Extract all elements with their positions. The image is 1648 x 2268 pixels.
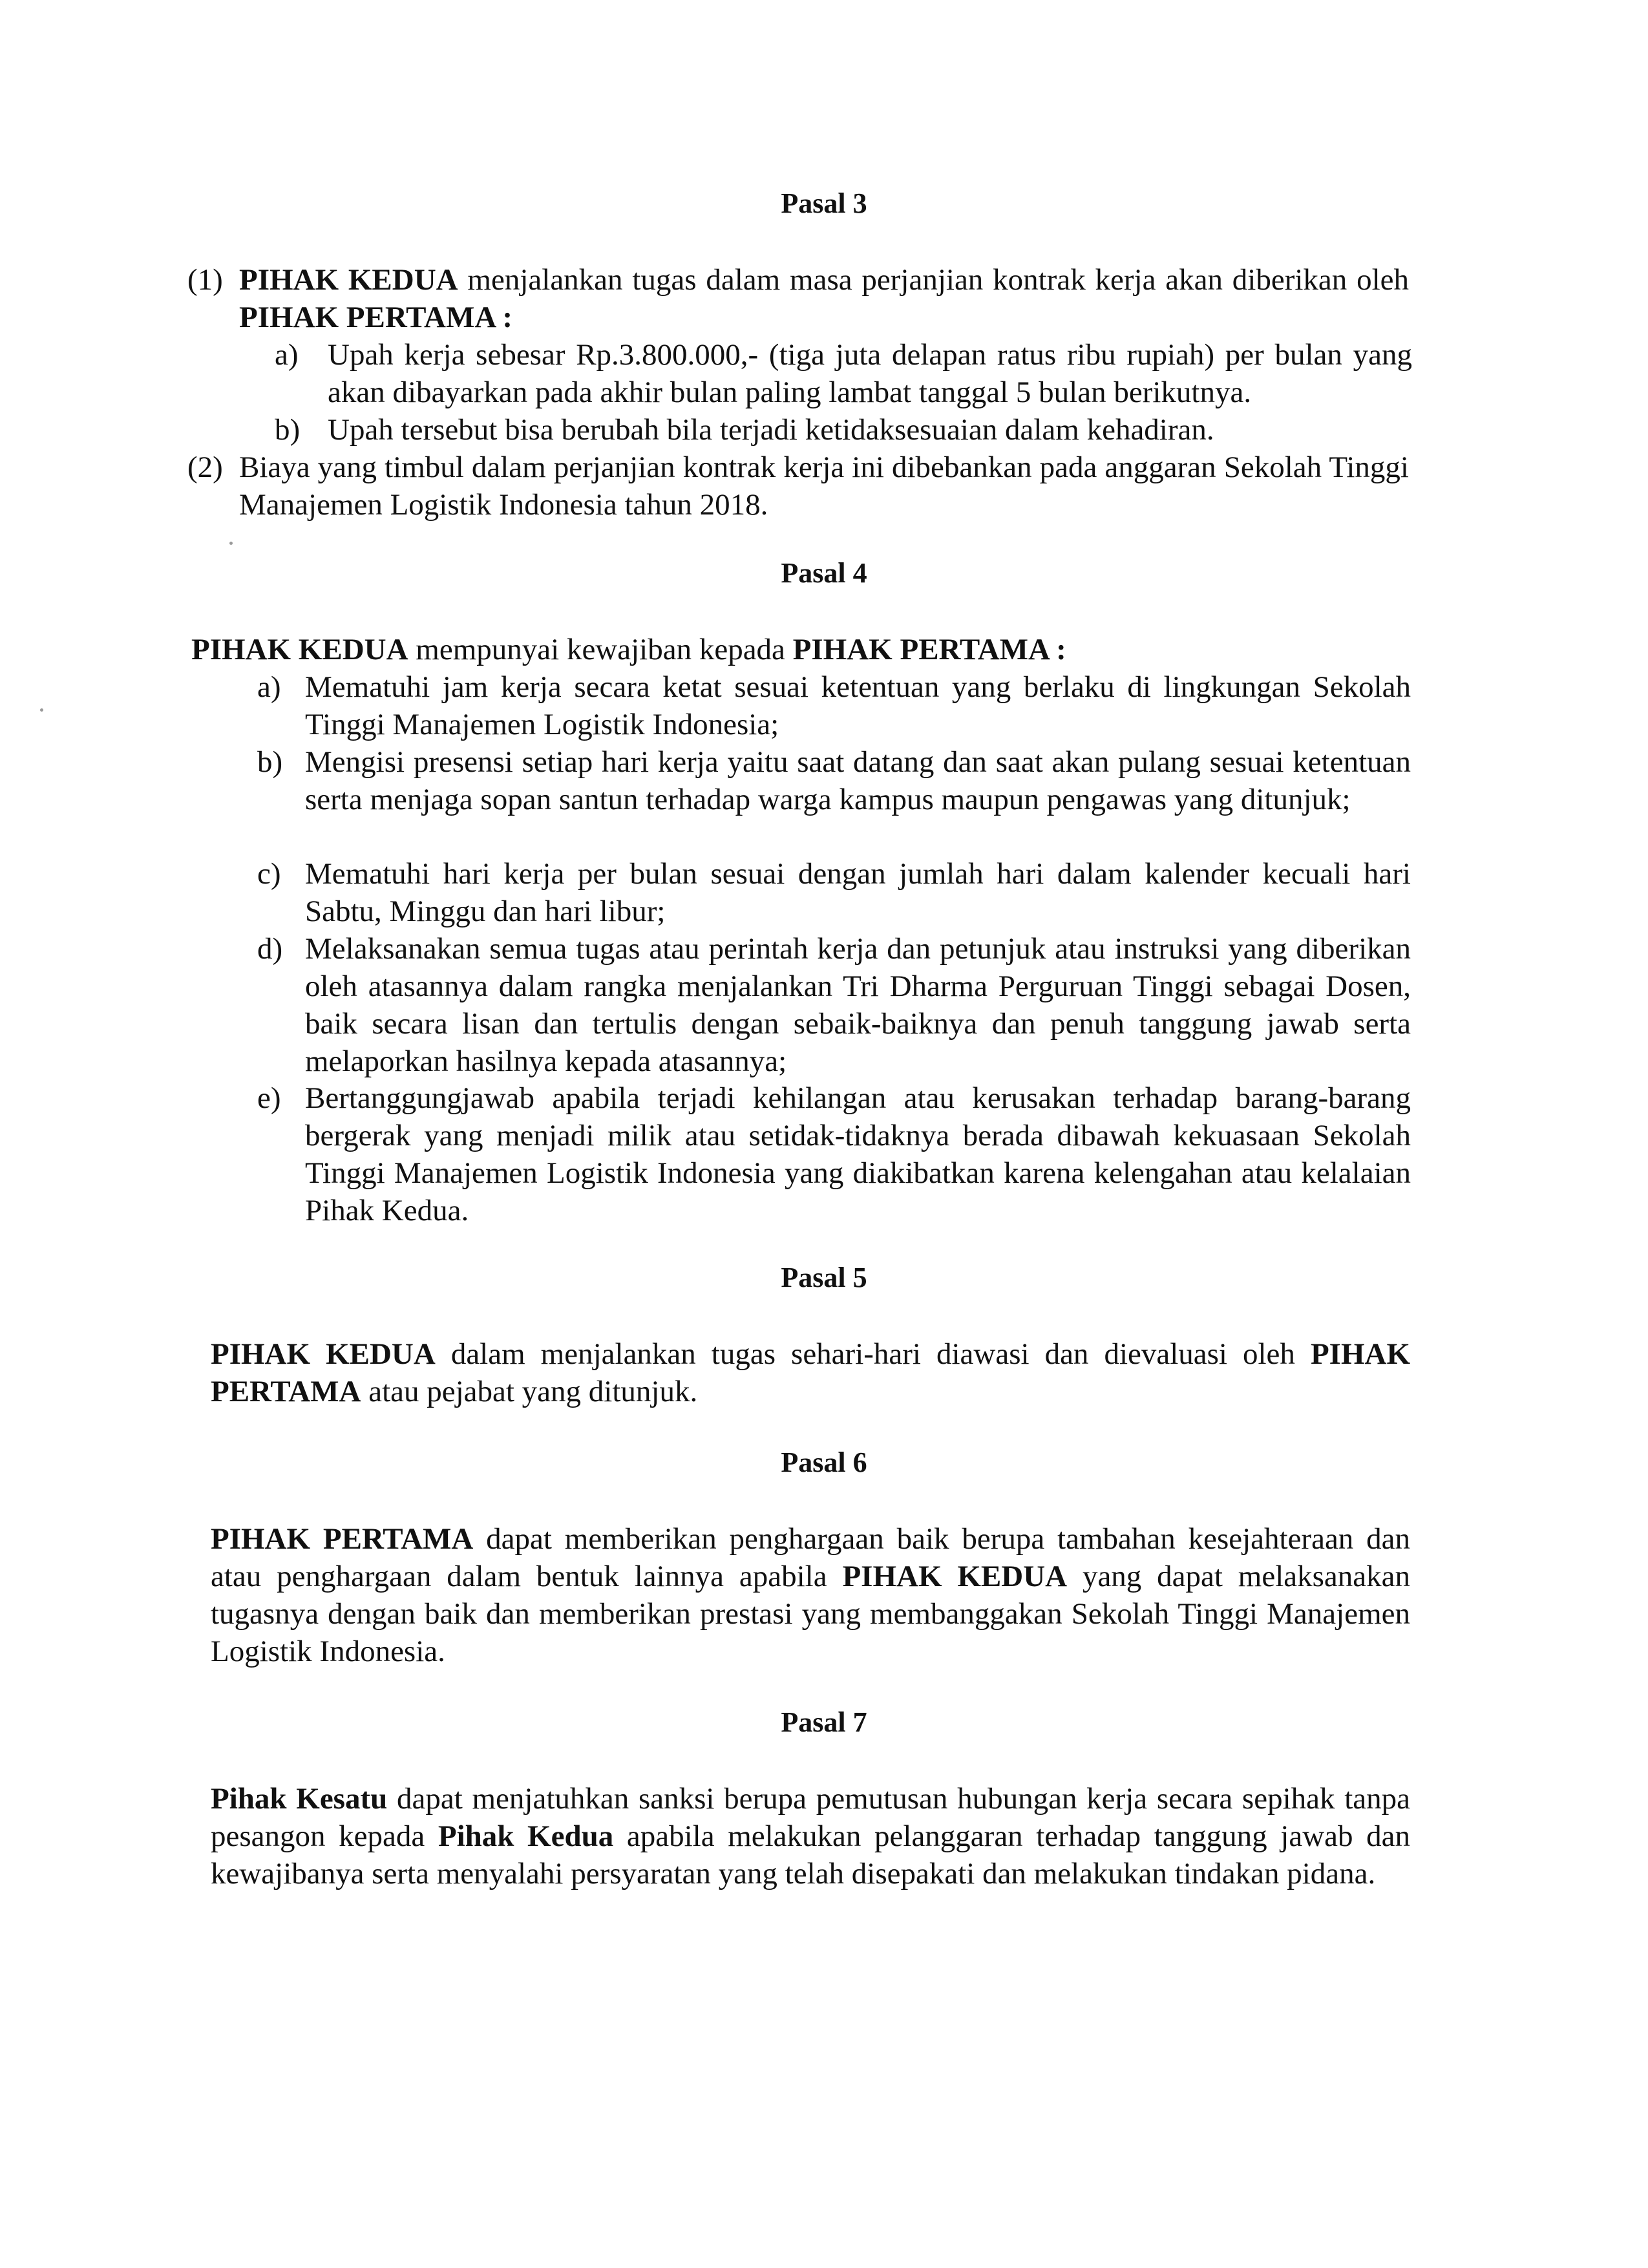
item-letter: e) [257,1081,281,1115]
subitem-letter: b) [275,413,301,447]
pasal-4-item-e [257,1079,1411,1229]
pasal-4-item-b [257,743,1411,818]
item-text: Bertanggungjawab apabila terjadi kehilangan atau kerusakan terhadap barang-barang bergerak yang menjadi milik atau setidak-tidaknya berada dibawah kekuasaan Sekolah Tinggi Manajemen Logistik Indonesia yang diakibatkan karena kelengahan atau kelalaian Pihak Kedua. [305,1081,1411,1227]
body-text: apabila melakukan pelanggaran terhadap tanggung jawab dan kewajibanya serta menyalahi persyaratan yang telah disepakati dan melakukan tindakan pidana. [211,1819,1410,1891]
intro-text: mempunyai kewajiban kepada [408,633,793,666]
subitem-text: Upah kerja sebesar Rp.3.800.000,- (tiga juta delapan ratus ribu rupiah) per bulan yang akan dibayarkan pada akhir bulan paling lambat tanggal 5 bulan berikutnya. [328,338,1412,409]
body-text: dalam menjalankan tugas sehari-hari diawasi dan dievaluasi oleh [435,1337,1311,1371]
pasal-4-intro [191,631,1413,668]
body-text: atau pejabat yang ditunjuk. [361,1375,698,1408]
item-text: Melaksanakan semua tugas atau perintah kerja dan petunjuk atau instruksi yang diberikan oleh atasannya dalam rangka menjalankan Tri Dharma Perguruan Tinggi sebagai Dosen, baik secara lisan dan tertulis dengan sebaik-baiknya dan penuh tanggung jawab serta melaporkan hasilnya kepada atasannya; [305,932,1411,1078]
subitem-text: Upah tersebut bisa berubah bila terjadi ketidaksesuaian dalam kehadiran. [328,413,1214,447]
body-text: yang dapat melaksanakan tugasnya dengan baik dan memberikan prestasi yang membanggakan Sekolah Tinggi Manajemen Logistik Indonesia. [211,1560,1410,1668]
item-number: (1) [187,263,223,297]
body-text: dapat memberikan penghargaan baik berupa tambahan kesejahteraan dan atau penghargaan dalam bentuk lainnya apabila [211,1522,1410,1593]
scan-speck [40,708,43,712]
item-text: Mengisi presensi setiap hari kerja yaitu saat datang dan saat akan pulang sesuai ketentuan serta menjaga sopan santun terhadap warga kampus maupun pengawas yang ditunjuk; [305,745,1411,816]
pasal-3-subitem-b [275,411,1412,449]
pasal-7-heading: Pasal 7 [781,1706,867,1738]
item-letter: a) [257,670,281,704]
pasal-5-heading: Pasal 5 [781,1262,867,1293]
item-text [239,261,1409,336]
pasal-3-item-1 [187,261,1409,336]
item-body: menjalankan tugas dalam masa perjanjian kontrak kerja akan diberikan oleh [458,263,1409,297]
pasal-4-item-c [257,855,1411,930]
pasal-6-heading: Pasal 6 [781,1447,867,1478]
item-text: Biaya yang timbul dalam perjanjian kontrak kerja ini dibebankan pada anggaran Sekolah Tinggi Manajemen Logistik Indonesia tahun 2018. [239,450,1409,522]
pasal-3-heading: Pasal 3 [781,187,867,219]
pihak-kedua-term: PIHAK KEDUA [191,633,408,666]
pihak-kedua-term: PIHAK KEDUA [842,1560,1068,1593]
pasal-3-item-2 [187,449,1409,524]
pasal-4-item-d [257,930,1411,1080]
pihak-pertama-term: PIHAK PERTAMA [211,1522,474,1556]
pasal-3-subitem-a [275,336,1412,411]
body-text: dapat menjatuhkan sanksi berupa pemutusan hubungan kerja secara sepihak tanpa pesangon kepada [211,1782,1410,1853]
item-text: Mematuhi hari kerja per bulan sesuai dengan jumlah hari dalam kalender kecuali hari Sabtu, Minggu dan hari libur; [305,857,1411,928]
pihak-pertama-term: PIHAK PERTAMA : [792,633,1066,666]
pihak-kedua-term: PIHAK KEDUA [211,1337,436,1371]
item-letter: c) [257,857,281,891]
item-text: Mematuhi jam kerja secara ketat sesuai ketentuan yang berlaku di lingkungan Sekolah Tinggi Manajemen Logistik Indonesia; [305,670,1411,741]
pihak-kedua-term: Pihak Kedua [438,1819,614,1853]
pihak-pertama-term: PIHAK PERTAMA [211,1337,1410,1408]
item-number: (2) [187,450,223,484]
scan-speck [229,542,233,545]
pihak-pertama-term: PIHAK PERTAMA : [239,301,513,334]
pihak-kedua-term: PIHAK KEDUA [239,263,458,297]
pasal-5-body [211,1335,1410,1410]
pasal-4-heading: Pasal 4 [781,557,867,589]
item-letter: d) [257,932,283,966]
subitem-letter: a) [275,338,299,372]
pihak-kesatu-term: Pihak Kesatu [211,1782,388,1816]
pasal-4-item-a [257,668,1411,743]
pasal-7-body [211,1780,1410,1892]
item-letter: b) [257,745,283,779]
pasal-6-body [211,1520,1410,1670]
